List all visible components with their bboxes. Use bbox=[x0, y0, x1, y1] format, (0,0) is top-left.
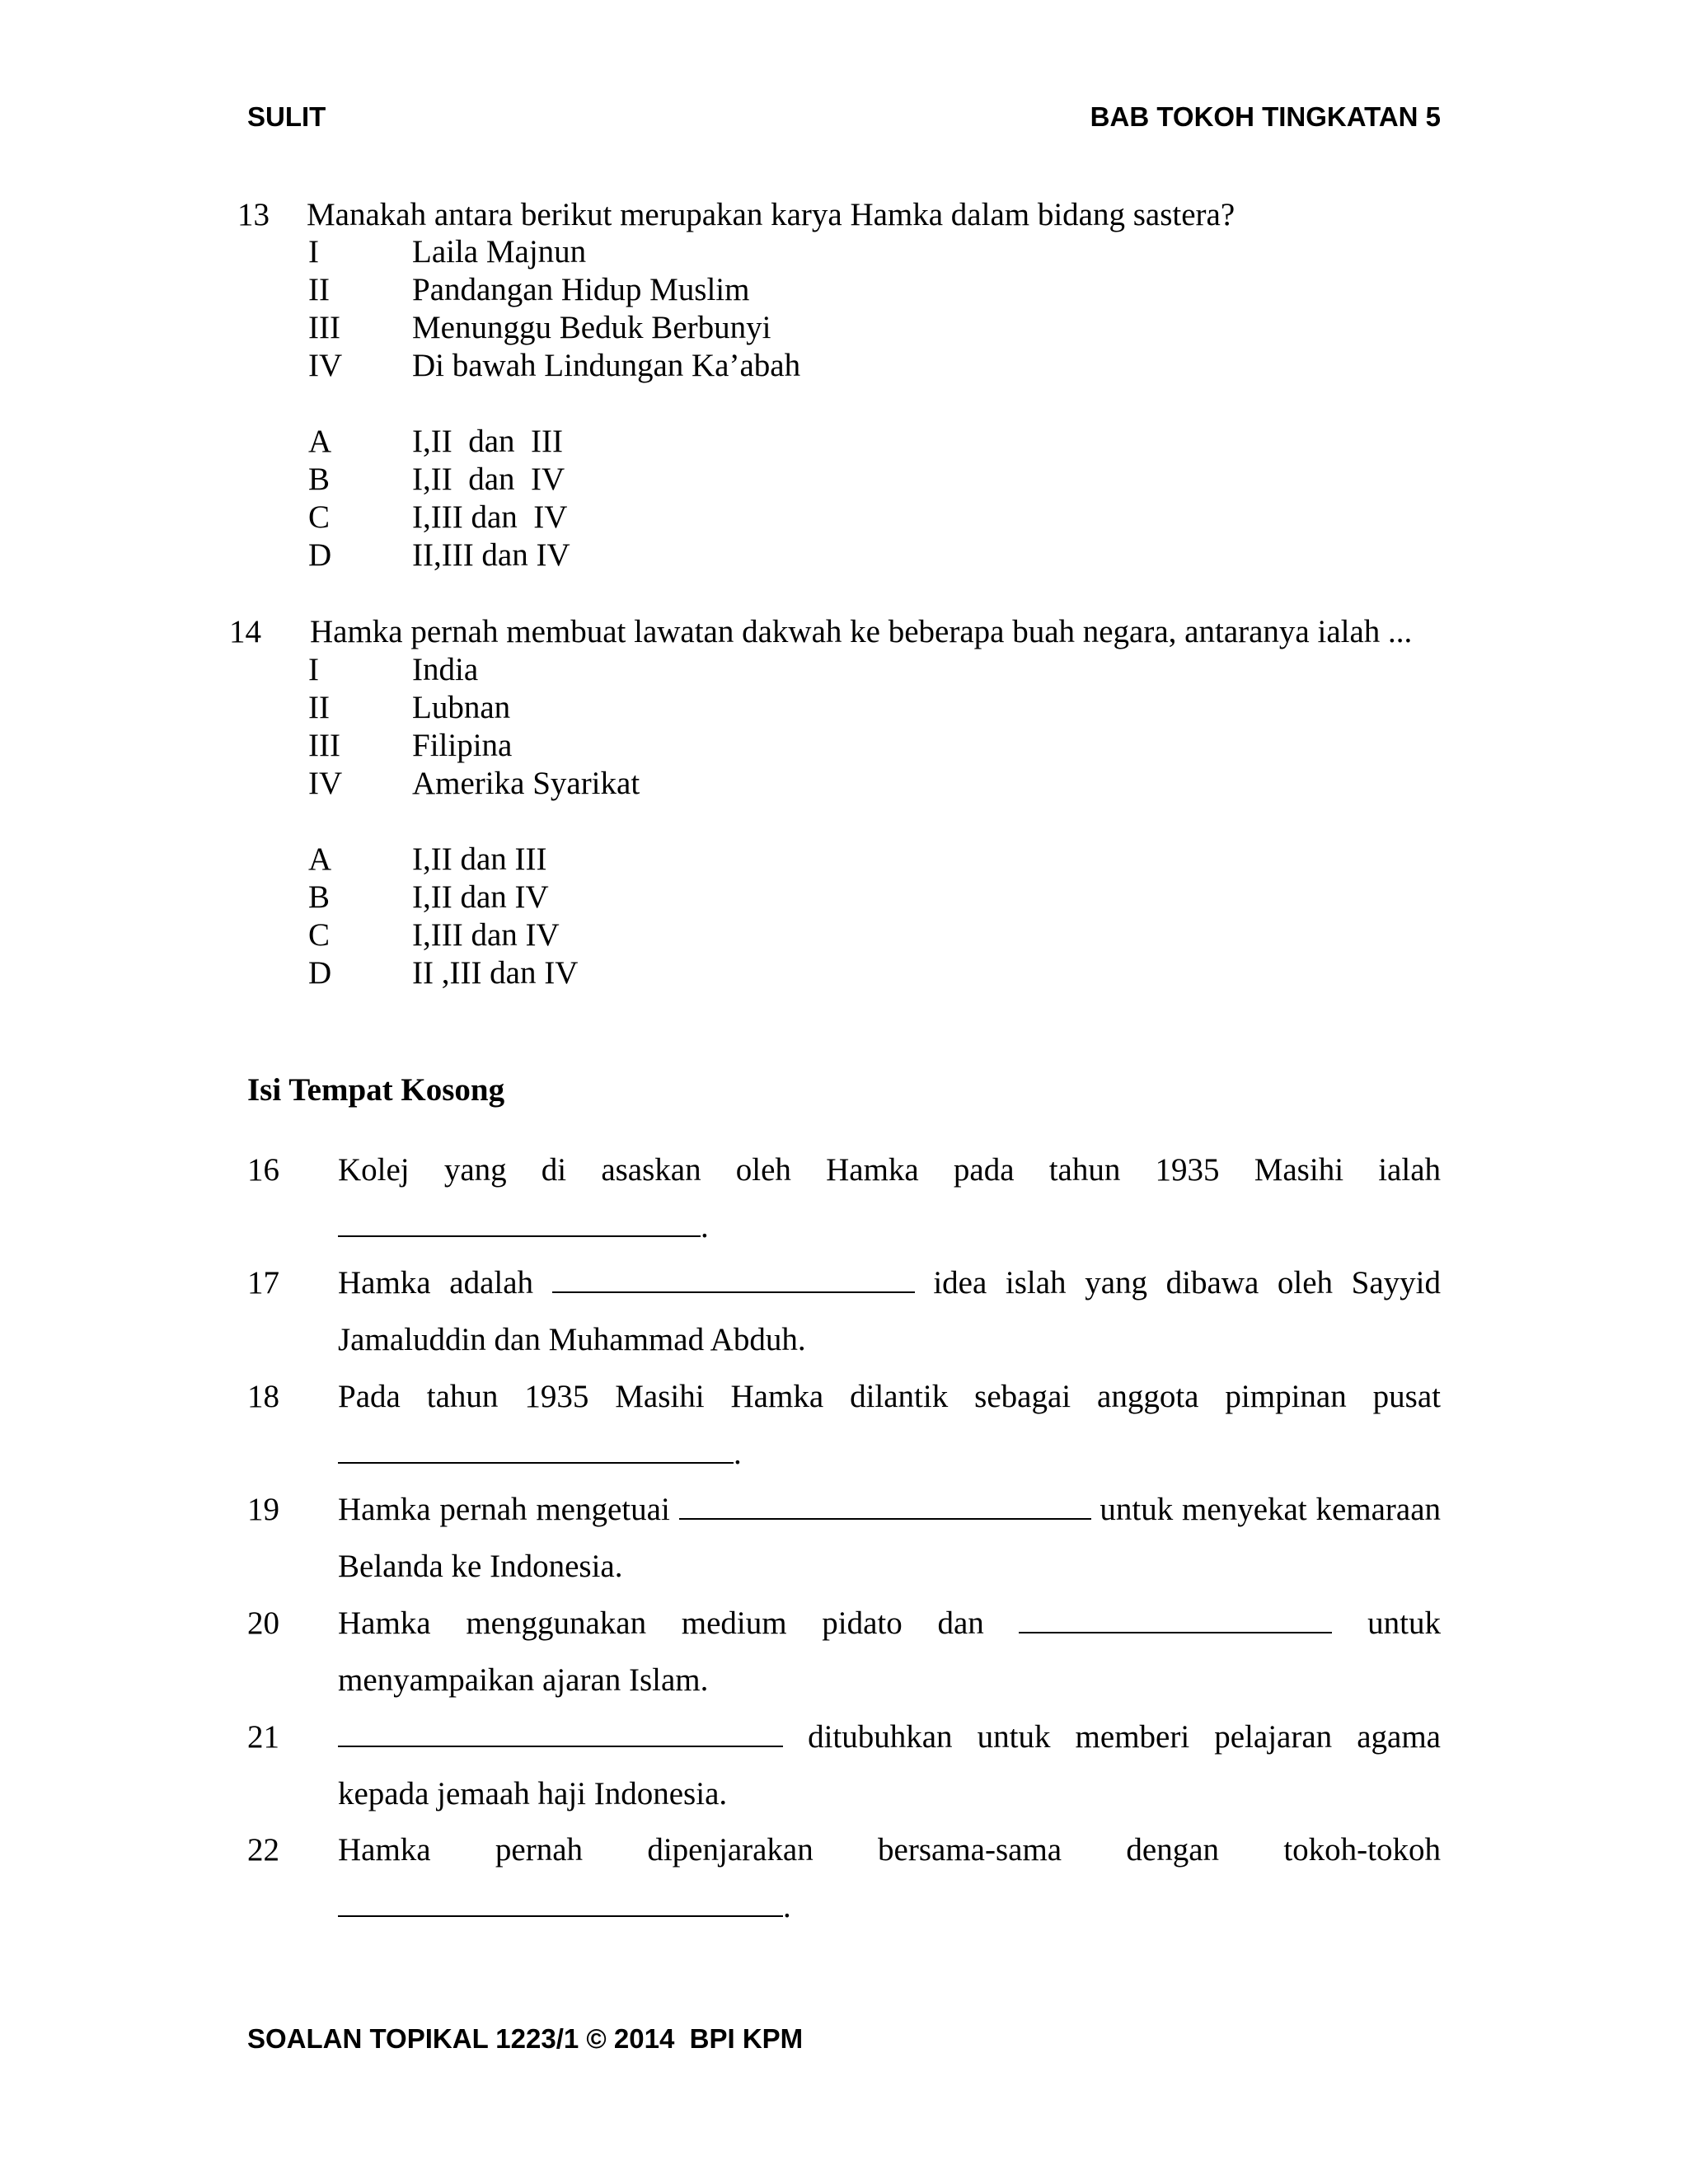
text-before: Pada tahun 1935 Masihi Hamka dilantik sebagai anggota pimpinan pusat bbox=[338, 1379, 1441, 1414]
question-number: 18 bbox=[247, 1379, 279, 1414]
answer-blank[interactable] bbox=[679, 1482, 1091, 1520]
statement-text: Laila Majnun bbox=[412, 234, 587, 269]
question-number: 21 bbox=[247, 1719, 279, 1755]
roman-numeral: III bbox=[308, 728, 340, 763]
choice-letter: C bbox=[308, 917, 331, 953]
text-after: ditubuhkan untuk memberi pelajaran agama kepada jemaah haji Indonesia. bbox=[338, 1719, 1441, 1811]
question-number: 22 bbox=[247, 1832, 279, 1868]
choice-text: I,III dan IV bbox=[412, 917, 560, 953]
choice-text: I,II dan IV bbox=[412, 879, 549, 915]
roman-numeral: IV bbox=[308, 766, 343, 801]
question-number: 14 bbox=[229, 614, 261, 649]
statement-text: India bbox=[412, 652, 479, 687]
statement-text: Menunggu Beduk Berbunyi bbox=[412, 310, 771, 345]
roman-numeral: I bbox=[308, 234, 319, 269]
question-text bbox=[338, 1141, 1441, 1255]
choice-text: I,II dan III bbox=[412, 424, 563, 459]
statement-text: Di bawah Lindungan Ka’abah bbox=[412, 348, 801, 383]
question-text bbox=[338, 1481, 1441, 1595]
text-before: Hamka pernah mengetuai bbox=[338, 1492, 670, 1527]
question-text: Manakah antara berikut merupakan karya Hamka dalam bidang sastera? bbox=[307, 197, 1236, 232]
choice-letter: B bbox=[308, 462, 331, 497]
text-after: . bbox=[734, 1436, 742, 1471]
text-after: . bbox=[701, 1209, 709, 1244]
question-text bbox=[338, 1368, 1441, 1482]
answer-blank[interactable] bbox=[338, 1426, 734, 1464]
choice-letter: A bbox=[308, 424, 332, 459]
answer-blank[interactable] bbox=[338, 1709, 783, 1747]
header-left: SULIT bbox=[247, 101, 326, 132]
question-text: Hamka pernah membuat lawatan dakwah ke beberapa buah negara, antaranya ialah ... bbox=[310, 614, 1413, 649]
statement-text: Filipina bbox=[412, 728, 513, 763]
question-number: 20 bbox=[247, 1605, 279, 1641]
text-before: Hamka menggunakan medium pidato dan bbox=[338, 1605, 984, 1641]
question-text bbox=[338, 1254, 1441, 1368]
roman-numeral: II bbox=[308, 272, 330, 307]
text-after: untuk menyampaikan ajaran Islam. bbox=[338, 1605, 1442, 1698]
choice-letter: D bbox=[308, 955, 332, 991]
question-text bbox=[338, 1708, 1441, 1822]
header-right: BAB TOKOH TINGKATAN 5 bbox=[1090, 101, 1441, 132]
choice-text: II ,III dan IV bbox=[412, 955, 579, 991]
question-number: 13 bbox=[237, 197, 270, 232]
question-text bbox=[338, 1595, 1441, 1708]
text-after: . bbox=[783, 1889, 791, 1924]
text-after: idea islah yang dibawa oleh Sayyid Jamaluddin dan Muhammad Abduh. bbox=[338, 1265, 1442, 1357]
text-before: Kolej yang di asaskan oleh Hamka pada tahun 1935 Masihi ialah bbox=[338, 1152, 1441, 1188]
answer-blank[interactable] bbox=[338, 1879, 783, 1917]
roman-numeral: II bbox=[308, 690, 330, 725]
answer-blank[interactable] bbox=[552, 1255, 915, 1293]
answer-blank[interactable] bbox=[1019, 1596, 1332, 1633]
footer: SOALAN TOPIKAL 1223/1 © 2014 BPI KPM bbox=[247, 2023, 804, 2054]
choice-letter: D bbox=[308, 537, 332, 573]
choice-letter: B bbox=[308, 879, 331, 915]
section-title: Isi Tempat Kosong bbox=[247, 1072, 505, 1108]
choice-letter: A bbox=[308, 841, 332, 877]
text-before: Hamka pernah dipenjarakan bersama-sama dengan tokoh-tokoh bbox=[338, 1832, 1441, 1868]
question-number: 19 bbox=[247, 1492, 279, 1527]
choice-letter: C bbox=[308, 499, 331, 535]
question-number: 17 bbox=[247, 1265, 279, 1301]
statement-text: Lubnan bbox=[412, 690, 511, 725]
choice-text: I,II dan III bbox=[412, 841, 547, 877]
roman-numeral: IV bbox=[308, 348, 343, 383]
question-text bbox=[338, 1821, 1441, 1935]
statement-text: Pandangan Hidup Muslim bbox=[412, 272, 750, 307]
choice-text: I,III dan IV bbox=[412, 499, 568, 535]
statement-text: Amerika Syarikat bbox=[412, 766, 640, 801]
choice-text: I,II dan IV bbox=[412, 462, 565, 497]
choice-text: II,III dan IV bbox=[412, 537, 570, 573]
question-number: 16 bbox=[247, 1152, 279, 1188]
roman-numeral: III bbox=[308, 310, 340, 345]
answer-blank[interactable] bbox=[338, 1199, 701, 1237]
roman-numeral: I bbox=[308, 652, 319, 687]
text-after: untuk menyekat kemaraan Belanda ke Indonesia. bbox=[338, 1492, 1442, 1584]
text-before: Hamka adalah bbox=[338, 1265, 534, 1301]
